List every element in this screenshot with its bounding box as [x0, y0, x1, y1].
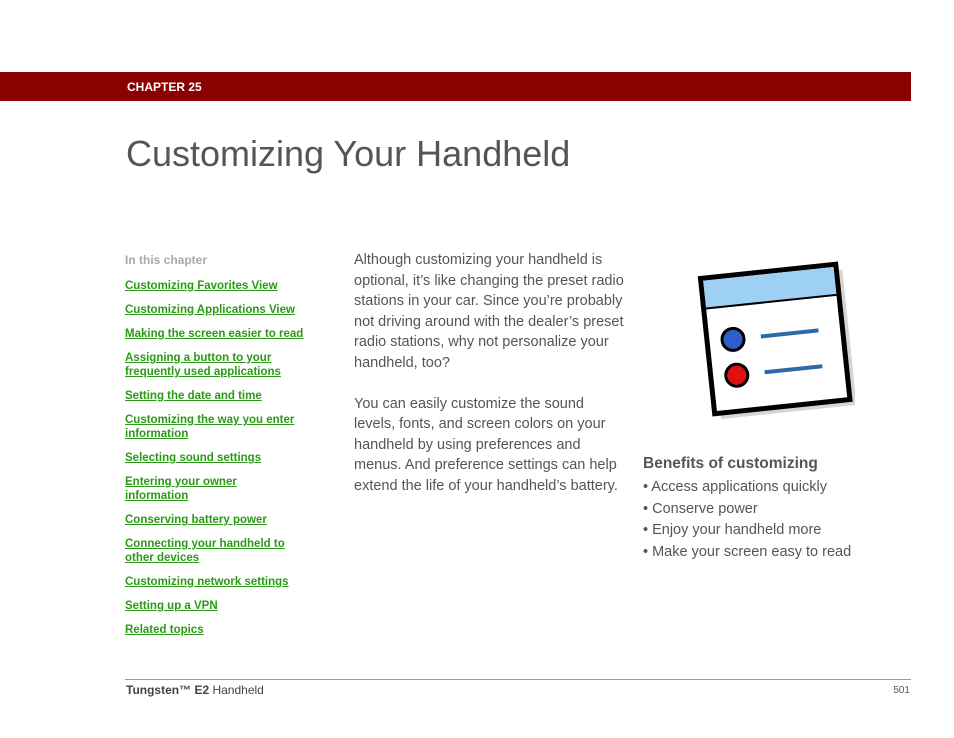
- benefit-item: • Make your screen easy to read: [643, 543, 852, 560]
- intro-paragraph-1: Although customizing your handheld is optional, it’s like changing the preset radio stations in your car. Since you’re probably not driving around with the dealer’s preset radio stations, why not personalize your handheld, too?: [354, 252, 624, 371]
- footer-product-name: Tungsten™ E2: [126, 683, 210, 697]
- toc-link-connect-devices[interactable]: Connecting your handheld to other devices: [125, 538, 285, 564]
- intro-paragraph-2: You can easily customize the sound levels, fonts, and screen colors on your handheld by using preferences and menus. And preference settings can help extend the life of your handheld’s battery.: [354, 395, 618, 494]
- toc-link-vpn[interactable]: Setting up a VPN: [125, 600, 218, 612]
- toc-heading: In this chapter: [125, 253, 208, 267]
- toc-link-favorites-view[interactable]: Customizing Favorites View: [125, 280, 278, 292]
- toc-link-assign-button[interactable]: Assigning a button to your frequently used applications: [125, 352, 281, 378]
- benefit-item: • Enjoy your handheld more: [643, 522, 822, 538]
- toc-link-battery[interactable]: Conserving battery power: [125, 514, 267, 526]
- chapter-label: CHAPTER 25: [127, 80, 202, 94]
- toc-link-sound-settings[interactable]: Selecting sound settings: [125, 452, 262, 464]
- chapter-bar: [0, 72, 911, 101]
- toc-link-screen-easier[interactable]: Making the screen easier to read: [125, 328, 304, 340]
- toc-link-related-topics[interactable]: Related topics: [125, 624, 204, 636]
- preferences-window-icon: [695, 255, 855, 420]
- toc-link-network-settings[interactable]: Customizing network settings: [125, 576, 289, 588]
- footer-product: [126, 683, 264, 697]
- benefits-heading: Benefits of customizing: [643, 455, 818, 472]
- chapter-toc: [125, 253, 325, 647]
- page-title: Customizing Your Handheld: [126, 133, 571, 174]
- intro-text: [354, 250, 626, 517]
- toc-link-enter-info[interactable]: Customizing the way you enter information: [125, 414, 295, 440]
- footer-product-suffix: Handheld: [209, 683, 264, 697]
- page-number: 501: [893, 685, 910, 696]
- benefit-item: • Conserve power: [643, 500, 758, 517]
- toc-link-date-time[interactable]: Setting the date and time: [125, 390, 262, 402]
- toc-link-owner-info[interactable]: Entering your owner information: [125, 476, 237, 502]
- benefits-list: [643, 477, 923, 563]
- benefit-item: • Access applications quickly: [643, 479, 827, 495]
- toc-link-applications-view[interactable]: Customizing Applications View: [125, 304, 295, 316]
- benefits-box: [643, 455, 923, 563]
- footer-rule: [125, 679, 911, 680]
